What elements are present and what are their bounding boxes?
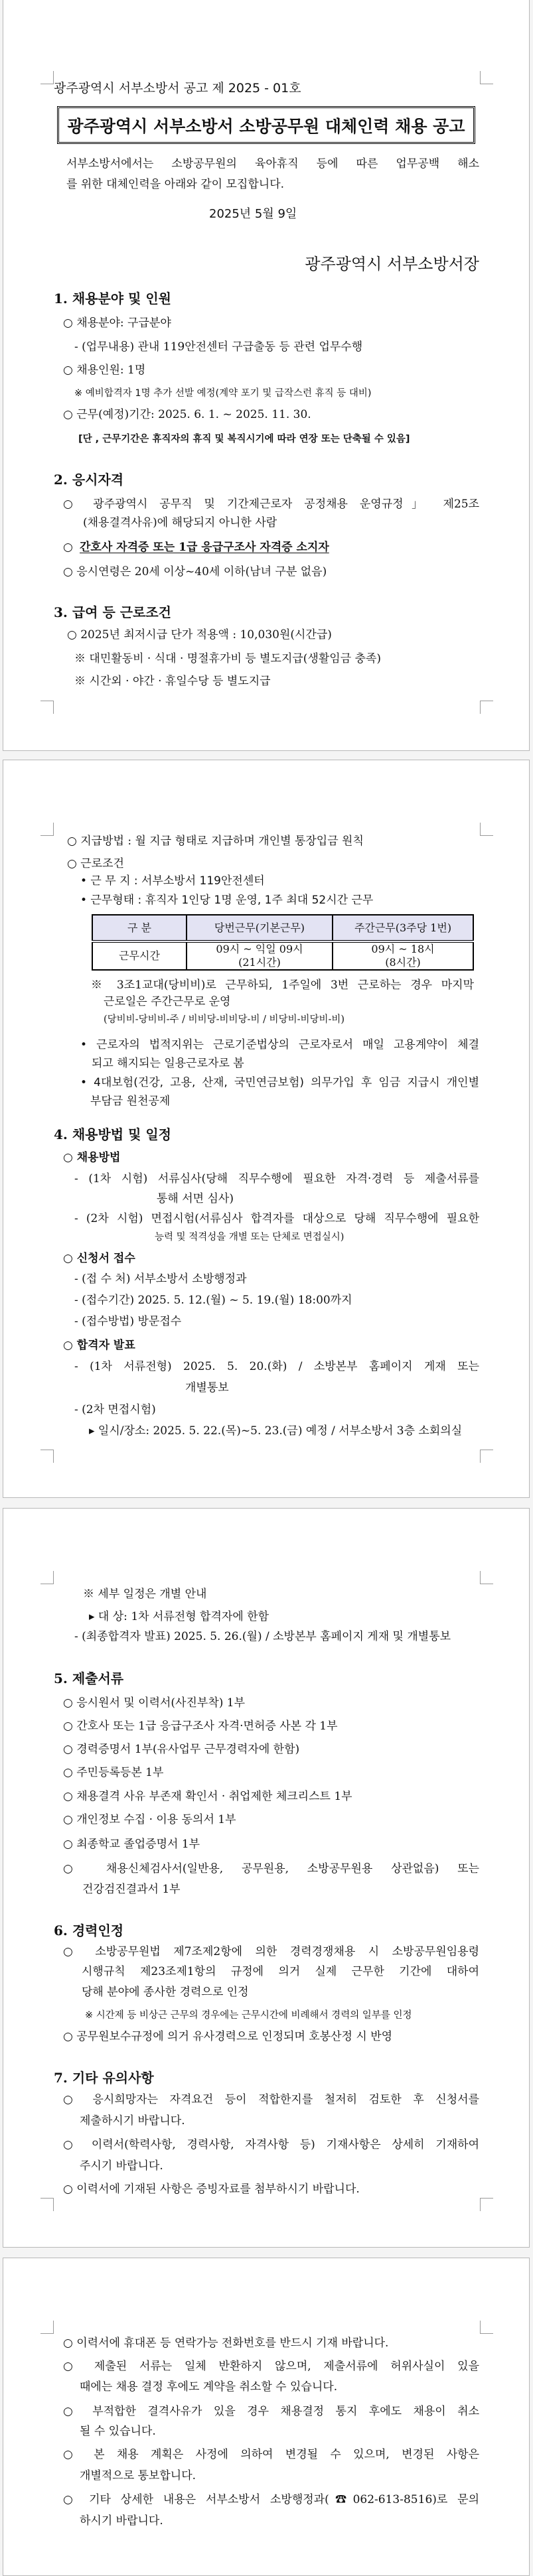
list-item: 부담금 원천공제 [90, 1095, 171, 1108]
list-item: • 근무형태 : 휴직자 1인당 1명 운영, 1주 최대 52시간 근무 [80, 894, 374, 907]
list-item: ○ 개인정보 수집 · 이용 동의서 1부 [63, 1813, 236, 1826]
section-heading: 4. 채용방법 및 일정 [54, 1126, 172, 1142]
list-item: ○ 채용인원: 1명 [63, 364, 146, 377]
note: ※ 예비합격자 1명 추가 선발 예정(계약 포기 및 급작스런 휴직 등 대비) [74, 388, 372, 399]
note: ※ 대민활동비 · 식대 · 명절휴가비 등 별도지급(생활임금 충족) [74, 652, 382, 665]
note: ※ 세부 일정은 개별 안내 [83, 1588, 207, 1601]
list-item: 개별통보 [185, 1381, 229, 1394]
list-item: - (접수방법) 방문접수 [74, 1315, 182, 1328]
cell-line: 09시 ~ 18시 [371, 943, 435, 955]
list-item: ○ 근무(예정)기간: 2025. 6. 1. ~ 2025. 11. 30. [63, 408, 311, 421]
table-row [92, 941, 473, 970]
list-item: - (2차 면접시험) [74, 1403, 156, 1416]
list-item: 되고 해지되는 일용근로자로 봄 [92, 1057, 244, 1070]
list-item: ○ 기타 상세한 내용은 서부소방서 소방행정과(☎062-613-8516)로 문의 [63, 2493, 479, 2506]
list-item: ○ 2025년 최저시급 단가 적용액 : 10,030원(시간급) [67, 628, 332, 642]
margin-corner-mark [40, 1571, 54, 1584]
signer: 광주광역시 서부소방서장 [305, 255, 479, 273]
list-item: ○ 간호사 또는 1급 응급구조사 자격·면허증 사본 각 1부 [63, 1720, 338, 1733]
cell-line: (8시간) [385, 956, 421, 969]
subheading: ○ 신청서 접수 [63, 1252, 135, 1265]
margin-corner-mark [40, 1450, 54, 1463]
list-item: ○ 주민등록등본 1부 [63, 1766, 164, 1779]
margin-corner-mark [40, 2321, 54, 2334]
margin-corner-mark [40, 823, 54, 836]
margin-corner-mark [480, 2198, 493, 2211]
list-item: (채용결격사유)에 해당되지 아니한 사람 [83, 516, 277, 529]
list-item: ▸ 대 상: 1차 서류전형 합격자에 한함 [89, 1610, 269, 1623]
cell-line: 09시 ~ 익일 09시 [216, 943, 303, 955]
note: ※ 시간외 · 야간 · 휴일수당 등 별도지급 [74, 675, 271, 688]
subheading: ○ 채용방법 [63, 1151, 121, 1164]
list-item: ○ 채용분야: 구급분야 [63, 316, 171, 330]
list-item: ○ 공무원보수규정에 의거 유사경력으로 인정되며 호봉산정 시 반영 [63, 2030, 393, 2043]
list-item: 하시기 바랍니다. [80, 2514, 163, 2528]
notice-date: 2025년 5월 9일 [209, 207, 297, 221]
list-item: ▸ 일시/장소: 2025. 5. 22.(목)~5. 23.(금) 예정 / 서부소방서 3층 소회의실 [89, 1424, 463, 1438]
subheading: ○ 합격자 발표 [63, 1339, 135, 1352]
list-item: ○ 광주광역시 공무직 및 기간제근로자 공정채용 운영규정」 제25조 [63, 498, 479, 511]
list-item: ○ 부적합한 결격사유가 있을 경우 채용결정 통지 후에도 채용이 취소 [63, 2405, 479, 2418]
margin-corner-mark [480, 701, 493, 714]
table-cell [187, 941, 333, 970]
list-item: - (1차 서류전형) 2025. 5. 20.(화) / 소방본부 홈페이지 게재 또는 [74, 1360, 479, 1373]
table-header: 당번근무(기본근무) [187, 915, 333, 941]
list-item: ○ 이력서에 휴대폰 등 연락가능 전화번호를 반드시 기재 바랍니다. [63, 2337, 389, 2350]
note: (당비비-당비비-주 / 비비당-비비당-비 / 비당비-비당비-비) [104, 1014, 345, 1025]
list-item: ○ 근로조건 [67, 857, 124, 870]
list-item: ○ 이력서에 기재된 사항은 증빙자료를 첨부하시기 바랍니다. [63, 2183, 360, 2196]
section-heading: 1. 채용분야 및 인원 [54, 291, 172, 306]
section-heading: 7. 기타 유의사항 [54, 2070, 154, 2086]
margin-corner-mark [40, 701, 54, 714]
section-heading: 6. 경력인정 [54, 1923, 124, 1938]
note: ※ 3조1교대(당비비)로 근무하되, 1주일에 3번 근로하는 경우 마지막 [91, 979, 474, 992]
list-item: 제출하시기 바랍니다. [80, 2114, 185, 2128]
list-item: ○ 최종학교 졸업증명서 1부 [63, 1838, 200, 1851]
margin-corner-mark [40, 71, 54, 84]
list-item: ○ 응시원서 및 이력서(사진부착) 1부 [63, 1696, 246, 1710]
page-title: 광주광역시 서부소방서 소방공무원 대체인력 채용 공고 [57, 106, 475, 144]
table-header: 주간근무(3주당 1번) [333, 915, 473, 941]
section-heading: 2. 응시자격 [54, 472, 124, 488]
list-item: 당해 분야에 종사한 경력으로 인정 [82, 1986, 249, 1999]
note: 근로일은 주간근무로 운영 [104, 995, 231, 1008]
list-item-emphasis: 간호사 자격증 또는 1급 응급구조사 자격증 소지자 [80, 541, 329, 554]
list-item: ○ 본 채용 계획은 사정에 의하여 변경될 수 있으며, 변경된 사항은 [63, 2448, 479, 2461]
work-hours-table [92, 914, 474, 971]
intro-line: 서부소방서에서는 소방공무원의 육아휴직 등에 따른 업무공백 해소 [66, 157, 479, 170]
margin-corner-mark [480, 823, 493, 836]
list-item: ○ 경력증명서 1부(유사업무 근무경력자에 한함) [63, 1743, 300, 1756]
list-item: ○ 지급방법 : 월 지급 형태로 지급하며 개인별 통장입금 원칙 [67, 835, 364, 848]
bullet: ○ [63, 541, 73, 554]
list-item: - (접 수 처) 서부소방서 소방행정과 [74, 1272, 247, 1286]
list-item: ○ 응시연령은 20세 이상~40세 이하(남녀 구분 없음) [63, 565, 327, 578]
list-item: ○ 채용신체검사서(일반용, 공무원용, 소방공무원용 상관없음) 또는 [63, 1862, 479, 1875]
list-item: - (2차 시험) 면접시험(서류심사 합격자를 대상으로 당해 직무수행에 필요한 [74, 1212, 479, 1225]
table-header-row [92, 915, 473, 941]
notice-number: 광주광역시 서부소방서 공고 제 2025 - 01호 [54, 81, 301, 96]
list-item: 능력 및 적격성을 개별 또는 단체로 면접실시) [155, 1232, 344, 1243]
list-item: 주시기 바랍니다. [80, 2159, 163, 2173]
list-item: - (접수기간) 2025. 5. 12.(월) ~ 5. 19.(월) 18:00까지 [74, 1294, 352, 1307]
list-item: ○ 응시희망자는 자격요건 등이 적합한지를 철저히 검토한 후 신청서를 [63, 2093, 479, 2106]
list-item: ○ 이력서(학력사항, 경력사항, 자격사항 등) 기재사항은 상세히 기재하여 [63, 2138, 479, 2151]
note: ※ 시간제 등 비상근 근무의 경우에는 근무시간에 비례해서 경력의 일부를 인정 [85, 2010, 412, 2021]
list-item: 건강검진결과서 1부 [82, 1883, 181, 1896]
table-cell: 근무시간 [92, 941, 187, 970]
intro-line: 를 위한 대체인력을 아래와 같이 모집합니다. [66, 178, 285, 191]
list-item: - (업무내용) 관내 119안전센터 구급출동 등 관련 업무수행 [74, 340, 363, 354]
list-item: 개별적으로 통보합니다. [80, 2469, 196, 2482]
cell-line: (21시간) [238, 956, 281, 969]
list-item: 시행규칙 제23조제1항의 규정에 의거 실제 근무한 기간에 대하여 [82, 1965, 479, 1978]
margin-corner-mark [480, 1450, 493, 1463]
list-item: • 근로자의 법적지위는 근로기준법상의 근로자로서 매일 고용계약이 체결 [80, 1038, 479, 1051]
list-item: 때에는 채용 결정 후에도 계약을 취소할 수 있습니다. [80, 2380, 338, 2394]
margin-corner-mark [480, 2321, 493, 2334]
list-item: - (1차 시험) 서류심사(당해 직무수행에 필요한 자격·경력 등 제출서류를 [74, 1172, 479, 1186]
list-item: • 4대보험(건강, 고용, 산재, 국민연금보험) 의무가입 후 임금 지급시 개인별 [80, 1076, 479, 1089]
table-header: 구 분 [92, 915, 187, 941]
margin-corner-mark [480, 1571, 493, 1584]
note: [단 , 근무기간은 휴직자의 휴직 및 복직시기에 따라 연장 또는 단축될 수 있음] [78, 434, 410, 444]
list-item: ○ 제출된 서류는 일체 반환하지 않으며, 제출서류에 허위사실이 있을 [63, 2360, 479, 2373]
section-heading: 5. 제출서류 [54, 1670, 124, 1686]
table-cell [333, 941, 473, 970]
list-item: • 근 무 지 : 서부소방서 119안전센터 [80, 874, 265, 888]
section-heading: 3. 급여 등 근로조건 [54, 604, 172, 620]
margin-corner-mark [480, 71, 493, 84]
list-item: 될 수 있습니다. [80, 2425, 156, 2438]
margin-corner-mark [40, 2198, 54, 2211]
list-item: 통해 서면 심사) [157, 1192, 234, 1205]
list-item: - (최종합격자 발표) 2025. 5. 26.(월) / 소방본부 홈페이지 게재 및 개별통보 [74, 1630, 451, 1643]
list-item: ○ 채용결격 사유 부존재 확인서 · 취업제한 체크리스트 1부 [63, 1790, 352, 1803]
list-item: ○ 소방공무원법 제7조제2항에 의한 경력경쟁채용 시 소방공무원임용령 [63, 1945, 479, 1958]
